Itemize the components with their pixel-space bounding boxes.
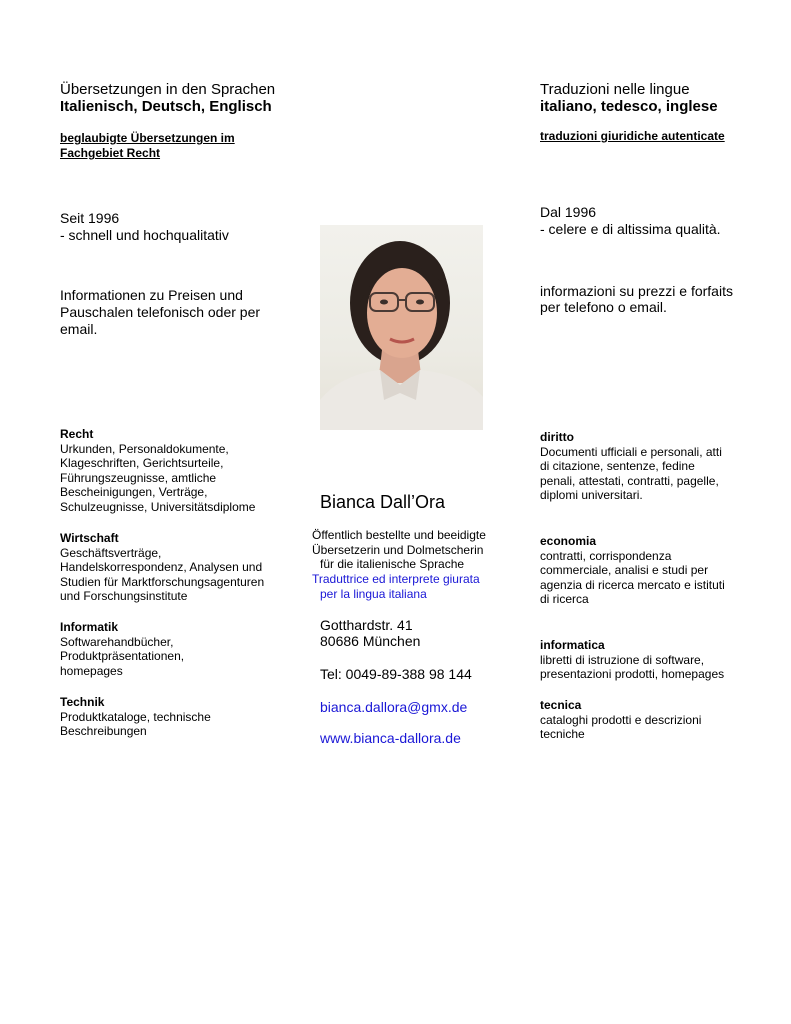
- section-line: Produktpräsentationen,: [60, 649, 185, 663]
- section-line: diplomi universitari.: [540, 488, 643, 502]
- section-informatik: [60, 620, 184, 678]
- section-line: Schulzeugnisse, Universitätsdiplome: [60, 499, 256, 514]
- title-de: [312, 528, 486, 572]
- section-informatica: [540, 638, 724, 682]
- section-line: und Forschungsinstitute: [60, 589, 188, 603]
- section-line: cataloghi prodotti e descrizioni: [540, 712, 702, 727]
- section-line: agenzia di ricerca mercato e istituti: [540, 577, 725, 592]
- section-line: libretti di istruzione di software,: [540, 652, 705, 667]
- section-line: Documenti ufficiali e personali, atti: [540, 444, 722, 459]
- section-title: Wirtschaft: [60, 531, 119, 545]
- section-title: tecnica: [540, 698, 582, 712]
- section-line: tecniche: [540, 727, 585, 741]
- section-line: homepages: [60, 663, 123, 678]
- portrait-illustration: [320, 225, 483, 430]
- certified-it: traduzioni giuridiche autenticate: [540, 129, 725, 143]
- section-line: Geschäftsverträge,: [60, 545, 162, 560]
- section-line: penali, attestati, contratti, pagelle,: [540, 473, 719, 488]
- section-title: informatica: [540, 638, 605, 652]
- certified-de-line2: Fachgebiet Recht: [60, 146, 161, 160]
- section-title: Technik: [60, 695, 105, 709]
- section-line: contratti, corrispondenza: [540, 548, 672, 563]
- info-de-line3: email.: [60, 321, 98, 337]
- section-tecnica: [540, 698, 701, 742]
- section-title: Informatik: [60, 620, 119, 634]
- section-line: Bescheinigungen, Verträge,: [60, 485, 208, 499]
- quality-de: - schnell und hochqualitativ: [60, 227, 229, 243]
- section-line: presentazioni prodotti, homepages: [540, 667, 725, 681]
- section-technik: [60, 695, 211, 739]
- title-it-line: per la lingua italiana: [320, 586, 427, 601]
- section-title: economia: [540, 534, 597, 548]
- info-it-line1: informazioni su prezzi e forfaits: [540, 283, 733, 299]
- address-city: 80686 München: [320, 633, 421, 649]
- lang-list-it: italiano, tedesco, inglese: [540, 98, 718, 115]
- title-it-line: Traduttrice ed interprete giurata: [312, 572, 480, 586]
- since-de: Seit 1996: [60, 210, 120, 226]
- title-de-line: für die italienische Sprache: [320, 557, 465, 571]
- section-recht: [60, 427, 255, 514]
- section-line: Urkunden, Personaldokumente,: [60, 441, 229, 456]
- info-de-line2: Pauschalen telefonisch oder per: [60, 304, 261, 320]
- info-it-line2: per telefono o email.: [540, 299, 667, 315]
- section-line: di citazione, sentenze, fedine: [540, 459, 695, 473]
- section-line: Handelskorrespondenz, Analysen und: [60, 560, 263, 574]
- email-link[interactable]: bianca.dallora@gmx.de: [320, 699, 468, 715]
- section-wirtschaft: [60, 531, 264, 604]
- website-link[interactable]: www.bianca-dallora.de: [320, 730, 461, 746]
- since-it: Dal 1996: [540, 204, 597, 220]
- portrait-photo: [320, 225, 483, 430]
- translator-name: Bianca Dall’Ora: [320, 492, 446, 512]
- section-line: Klageschriften, Gerichtsurteile,: [60, 456, 224, 470]
- quality-it: - celere e di altissima qualità.: [540, 221, 721, 237]
- section-economia: [540, 534, 725, 607]
- address-street: Gotthardstr. 41: [320, 617, 413, 633]
- lang-intro-it: Traduzioni nelle lingue: [540, 81, 690, 98]
- section-title: Recht: [60, 427, 94, 441]
- section-line: di ricerca: [540, 592, 589, 606]
- title-de-line: Übersetzerin und Dolmetscherin: [312, 542, 484, 557]
- section-line: Studien für Marktforschungsagenturen: [60, 574, 265, 589]
- section-line: Führungszeugnisse, amtliche: [60, 470, 217, 485]
- certified-de-line1: beglaubigte Übersetzungen im: [60, 131, 235, 145]
- section-line: commerciale, analisi e studi per: [540, 563, 709, 577]
- section-line: Produktkataloge, technische: [60, 709, 211, 724]
- phone-number: Tel: 0049-89-388 98 144: [320, 666, 472, 682]
- title-de-line: Öffentlich bestellte und beeidigte: [312, 528, 486, 542]
- section-title: diritto: [540, 430, 574, 444]
- section-line: Softwarehandbücher,: [60, 634, 174, 649]
- section-diritto: [540, 430, 722, 503]
- info-de-line1: Informationen zu Preisen und: [60, 287, 243, 303]
- lang-intro-de: Übersetzungen in den Sprachen: [60, 81, 276, 98]
- title-it: [312, 572, 480, 601]
- lang-list-de: Italienisch, Deutsch, Englisch: [60, 98, 272, 115]
- section-line: Beschreibungen: [60, 724, 147, 738]
